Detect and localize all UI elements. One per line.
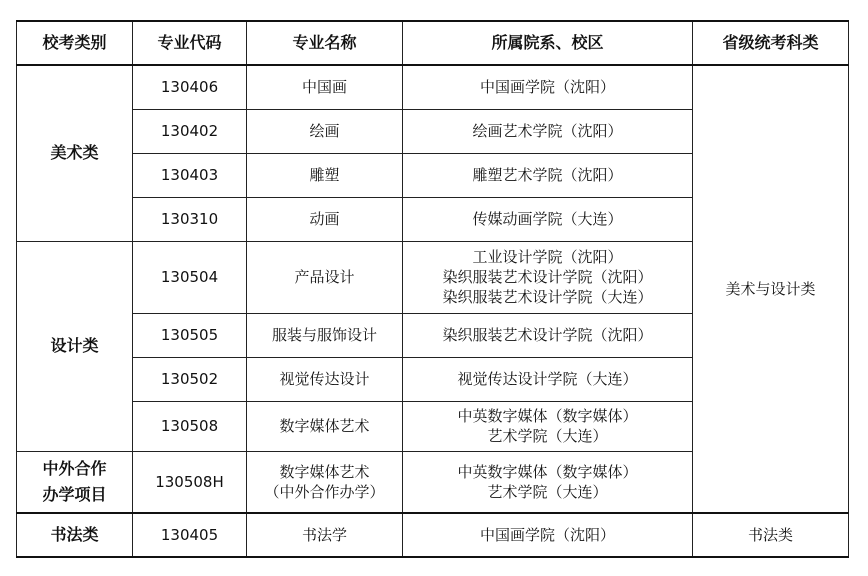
college-line: 中国画学院（沈阳） — [479, 526, 615, 544]
major-line: （中外合作办学） — [264, 482, 385, 501]
header-code: 专业代码 — [133, 21, 247, 65]
college-line: 中英数字媒体（数字媒体） — [457, 462, 638, 481]
admission-table — [16, 20, 849, 558]
code-cell: 130504 — [133, 241, 247, 313]
college-line: 工业设计学院（沈阳） — [472, 248, 623, 266]
college-cell — [403, 401, 693, 451]
category-cell: 设计类 — [17, 241, 133, 451]
major-cell — [247, 153, 403, 197]
table-row — [17, 513, 849, 557]
code-cell: 130508 — [133, 401, 247, 451]
college-cell — [403, 451, 693, 513]
major-cell — [247, 513, 403, 557]
code-cell: 130405 — [133, 513, 247, 557]
major-line: 视觉传达设计 — [279, 370, 370, 388]
major-cell — [247, 197, 403, 241]
college-line: 艺术学院（大连） — [487, 482, 608, 501]
major-cell — [247, 313, 403, 357]
college-cell — [403, 109, 693, 153]
college-line: 视觉传达设计学院（大连） — [457, 370, 638, 388]
major-cell — [247, 65, 403, 109]
table-row — [17, 65, 849, 109]
major-line: 产品设计 — [294, 268, 355, 286]
college-cell — [403, 197, 693, 241]
major-cell — [247, 357, 403, 401]
major-line: 数字媒体艺术 — [279, 462, 370, 481]
code-cell: 130403 — [133, 153, 247, 197]
category-line: 中外合作 — [42, 458, 107, 478]
college-line: 绘画艺术学院（沈阳） — [472, 122, 623, 140]
major-cell — [247, 451, 403, 513]
major-cell — [247, 109, 403, 153]
category-line: 办学项目 — [42, 484, 107, 504]
college-cell — [403, 241, 693, 313]
major-line: 数字媒体艺术 — [279, 417, 370, 435]
major-line: 服装与服饰设计 — [271, 326, 377, 344]
category-cell: 美术类 — [17, 65, 133, 241]
header-college: 所属院系、校区 — [403, 21, 693, 65]
category-cell: 书法类 — [17, 513, 133, 557]
college-cell — [403, 357, 693, 401]
header-category: 校考类别 — [17, 21, 133, 65]
code-cell: 130508H — [133, 451, 247, 513]
major-line: 书法学 — [301, 526, 347, 544]
college-line: 中英数字媒体（数字媒体） — [457, 407, 638, 425]
college-line: 染织服装艺术设计学院（沈阳） — [442, 326, 653, 344]
province-category-cell: 书法类 — [693, 513, 849, 557]
college-line: 传媒动画学院（大连） — [472, 210, 623, 228]
code-cell: 130402 — [133, 109, 247, 153]
header-major-name: 专业名称 — [247, 21, 403, 65]
college-line: 染织服装艺术设计学院（大连） — [442, 288, 653, 306]
category-cell — [17, 451, 133, 513]
college-line: 雕塑艺术学院（沈阳） — [472, 166, 623, 184]
college-cell — [403, 513, 693, 557]
college-line: 中国画学院（沈阳） — [479, 78, 615, 97]
major-line: 中国画 — [301, 78, 347, 97]
major-cell — [247, 401, 403, 451]
college-cell — [403, 153, 693, 197]
major-cell — [247, 241, 403, 313]
college-line: 染织服装艺术设计学院（沈阳） — [442, 268, 653, 286]
code-cell: 130406 — [133, 65, 247, 109]
major-line: 绘画 — [309, 122, 340, 140]
code-cell: 130502 — [133, 357, 247, 401]
college-cell — [403, 313, 693, 357]
code-cell: 130505 — [133, 313, 247, 357]
code-cell: 130310 — [133, 197, 247, 241]
major-line: 动画 — [309, 210, 340, 228]
province-category-cell: 美术与设计类 — [693, 65, 849, 513]
header-province-category: 省级统考科类 — [693, 21, 849, 65]
header-row — [17, 21, 849, 65]
major-line: 雕塑 — [309, 166, 340, 184]
college-cell — [403, 65, 693, 109]
college-line: 艺术学院（大连） — [487, 427, 608, 445]
